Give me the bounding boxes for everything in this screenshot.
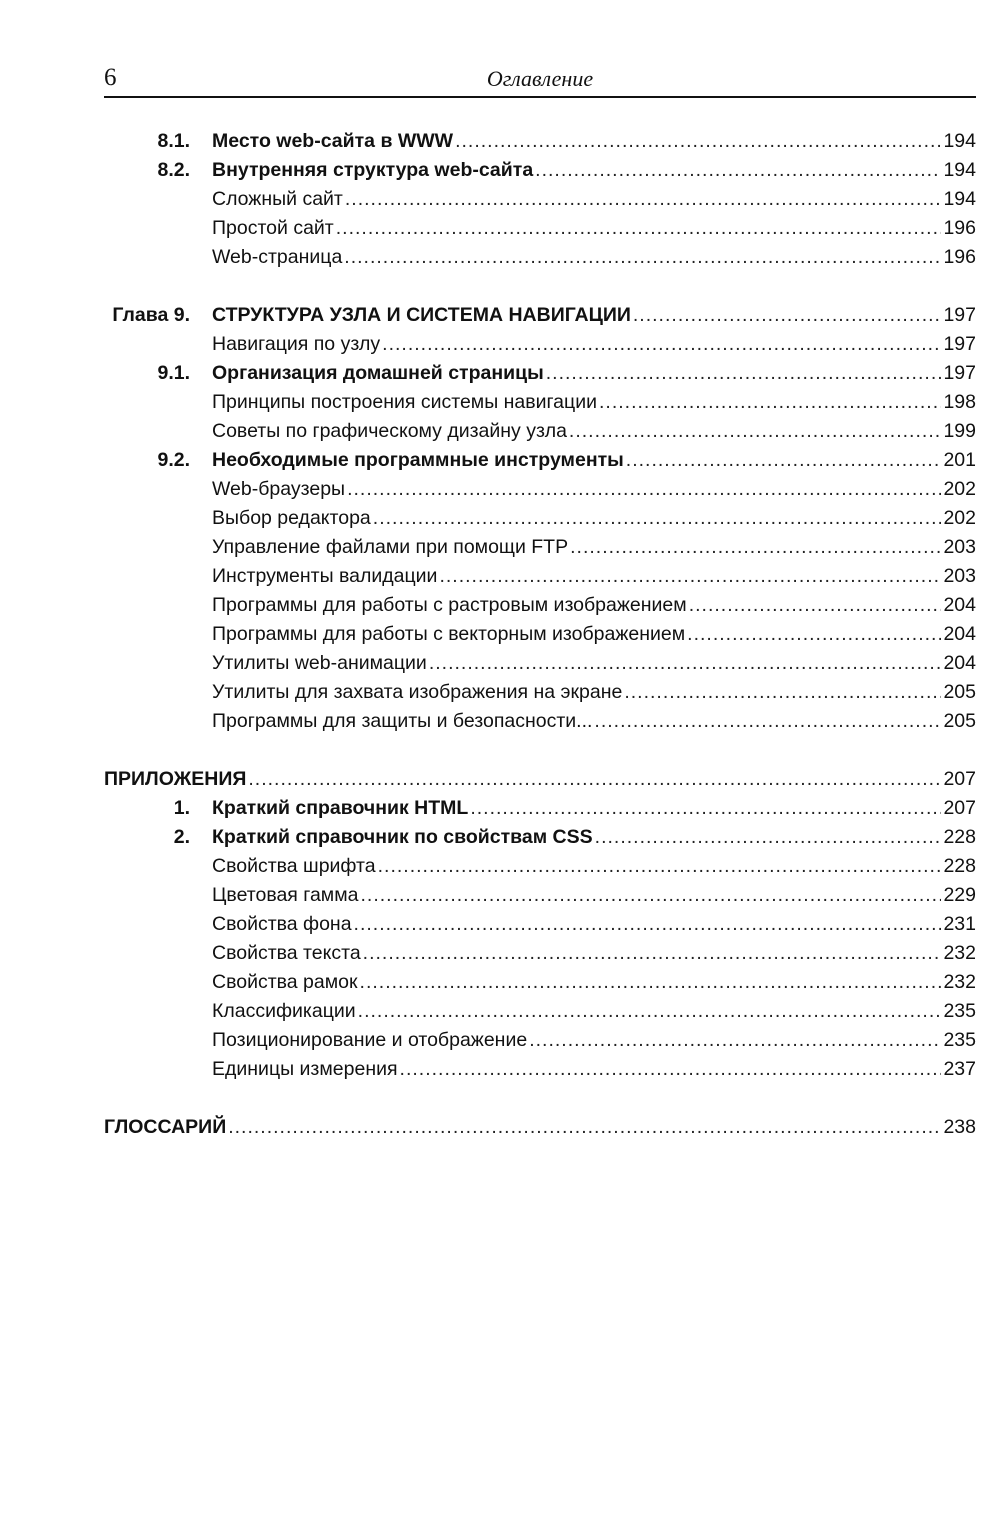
toc-entry-line <box>104 1113 976 1142</box>
toc-entry-title: Внутренняя структура web-сайта <box>212 159 534 181</box>
toc-entry-title: Организация домашней страницы <box>212 362 544 384</box>
toc-entry-title: ПРИЛОЖЕНИЯ <box>104 768 247 790</box>
toc-entry-line <box>212 388 976 417</box>
toc-entry-page: 237 <box>943 1058 976 1080</box>
toc-entry-line <box>212 968 976 997</box>
toc-entry-page: 201 <box>943 449 976 471</box>
toc-entry-page: 202 <box>943 478 976 500</box>
toc-entry-page: 235 <box>943 1029 976 1051</box>
toc-entry <box>104 446 976 475</box>
toc-entry-title: Web-страница <box>212 246 343 268</box>
toc-entry-page: 197 <box>943 362 976 384</box>
toc-entry-title: Свойства рамок <box>212 971 358 993</box>
toc-entry-title: Место web-сайта в WWW <box>212 130 454 152</box>
toc-entry-page: 203 <box>943 565 976 587</box>
toc-entry <box>104 678 976 707</box>
dot-leader <box>687 620 941 649</box>
toc-entry-page: 194 <box>943 188 976 210</box>
toc-entry <box>104 881 976 910</box>
toc-entry <box>104 127 976 156</box>
toc-entry-title: Программы для работы с векторным изображением <box>212 623 686 645</box>
dot-leader <box>529 1026 941 1055</box>
toc-entry-title: Утилиты для захвата изображения на экране <box>212 681 623 703</box>
toc-entry-page: 228 <box>943 855 976 877</box>
toc-entry-line <box>212 678 976 707</box>
toc-entry-title: Простой сайт <box>212 217 334 239</box>
toc-entry-title: Краткий справочник HTML <box>212 797 469 819</box>
toc-entry <box>104 765 976 794</box>
dot-leader <box>336 214 942 243</box>
toc-entry <box>104 562 976 591</box>
toc-entry-number: 8.2. <box>157 159 190 181</box>
toc-entry-page: 204 <box>943 594 976 616</box>
toc-entry-page: 197 <box>943 304 976 326</box>
toc-entry <box>104 649 976 678</box>
toc-entry <box>104 504 976 533</box>
dot-leader <box>373 504 942 533</box>
dot-leader <box>360 968 942 997</box>
toc-entry-title: Выбор редактора <box>212 507 371 529</box>
toc-entry-line <box>212 823 976 852</box>
toc-entry-line <box>212 156 976 185</box>
dot-leader <box>546 359 942 388</box>
toc-entry-page: 207 <box>943 768 976 790</box>
toc-entry-number: Глава 9. <box>112 304 190 326</box>
toc-entry-page: 202 <box>943 507 976 529</box>
toc-entry-title: Свойства шрифта <box>212 855 376 877</box>
toc-entry <box>104 301 976 330</box>
toc-entry-page: 203 <box>943 536 976 558</box>
toc-entry <box>104 156 976 185</box>
toc-entry-title: Советы по графическому дизайну узла <box>212 420 567 442</box>
toc-entry-line <box>212 417 976 446</box>
toc-entry <box>104 968 976 997</box>
toc-entry <box>104 185 976 214</box>
toc-entry-page: 229 <box>943 884 976 906</box>
toc-entry-page: 232 <box>943 971 976 993</box>
dot-leader <box>470 794 941 823</box>
page-header <box>104 62 976 98</box>
toc-entry <box>104 823 976 852</box>
dot-leader <box>345 185 942 214</box>
toc-entry-title: Краткий справочник по свойствам CSS <box>212 826 593 848</box>
toc-entry <box>104 417 976 446</box>
toc-entry-number: 8.1. <box>157 130 190 152</box>
toc-entry-line <box>212 649 976 678</box>
dot-leader <box>626 446 942 475</box>
toc-entry-line <box>212 1026 976 1055</box>
dot-leader <box>382 330 941 359</box>
toc-entry-line <box>212 359 976 388</box>
toc-entry-title: Навигация по узлу <box>212 333 381 355</box>
toc-entry-title: Свойства текста <box>212 942 361 964</box>
toc-entry-page: 231 <box>943 913 976 935</box>
toc-entry-page: 228 <box>943 826 976 848</box>
toc-entry <box>104 214 976 243</box>
toc-entry-line <box>212 939 976 968</box>
toc-entry-line <box>212 910 976 939</box>
toc-entry-title: Классификации <box>212 1000 356 1022</box>
toc-entry <box>104 475 976 504</box>
toc-entry-line <box>212 794 976 823</box>
toc-entry-line <box>212 562 976 591</box>
toc-entry-line <box>212 1055 976 1084</box>
toc-entry-page: 205 <box>943 710 976 732</box>
toc-entry-line <box>212 533 976 562</box>
toc-entry <box>104 388 976 417</box>
toc-entry-title: Принципы построения системы навигации <box>212 391 597 413</box>
toc-entry <box>104 1113 976 1142</box>
running-title: Оглавление <box>486 66 594 91</box>
dot-leader <box>570 533 941 562</box>
toc-entry-line <box>212 475 976 504</box>
toc-entry <box>104 707 976 736</box>
toc-entry <box>104 939 976 968</box>
toc-entry-title: Свойства фона <box>212 913 352 935</box>
toc-entry-number: 2. <box>173 826 190 848</box>
dot-leader <box>228 1113 941 1142</box>
dot-leader <box>595 823 942 852</box>
toc-entry-line <box>212 243 976 272</box>
toc-entry-line <box>212 997 976 1026</box>
toc-entry-page: 198 <box>943 391 976 413</box>
toc-entry <box>104 794 976 823</box>
toc-entry-line <box>212 881 976 910</box>
toc-entry <box>104 620 976 649</box>
table-of-contents <box>104 127 976 1142</box>
toc-entry-page: 196 <box>943 246 976 268</box>
toc-entry-line <box>212 330 976 359</box>
dot-leader <box>344 243 941 272</box>
toc-entry-number: 9.2. <box>157 449 190 471</box>
toc-entry-line <box>212 301 976 330</box>
dot-leader <box>354 910 942 939</box>
dot-leader <box>689 591 942 620</box>
toc-entry-title: Программы для защиты и безопасности... <box>212 710 593 732</box>
toc-entry <box>104 591 976 620</box>
toc-entry-title: Программы для работы с растровым изображением <box>212 594 687 616</box>
toc-entry-line <box>212 185 976 214</box>
dot-leader <box>360 881 941 910</box>
toc-entry-line <box>104 765 976 794</box>
toc-entry-line <box>212 504 976 533</box>
toc-entry-page: 204 <box>943 652 976 674</box>
toc-entry-title: Необходимые программные инструменты <box>212 449 624 471</box>
dot-leader <box>624 678 941 707</box>
toc-entry-line <box>212 446 976 475</box>
dot-leader <box>455 127 941 156</box>
toc-entry <box>104 1026 976 1055</box>
dot-leader <box>594 707 941 736</box>
toc-entry <box>104 243 976 272</box>
toc-entry-line <box>212 591 976 620</box>
dot-leader <box>378 852 942 881</box>
toc-entry <box>104 997 976 1026</box>
dot-leader <box>429 649 942 678</box>
toc-entry-page: 196 <box>943 217 976 239</box>
dot-leader <box>439 562 941 591</box>
toc-entry-line <box>212 852 976 881</box>
toc-entry-title: СТРУКТУРА УЗЛА И СИСТЕМА НАВИГАЦИИ <box>212 304 631 326</box>
toc-entry-title: Утилиты web-анимации <box>212 652 427 674</box>
toc-entry-title: Позиционирование и отображение <box>212 1029 528 1051</box>
dot-leader <box>569 417 942 446</box>
toc-entry <box>104 1055 976 1084</box>
toc-entry-title: Инструменты валидации <box>212 565 438 587</box>
toc-entry-page: 235 <box>943 1000 976 1022</box>
toc-entry-title: Web-браузеры <box>212 478 346 500</box>
page-number: 6 <box>104 64 117 91</box>
toc-entry-title: Управление файлами при помощи FTP <box>212 536 569 558</box>
toc-entry <box>104 852 976 881</box>
dot-leader <box>535 156 941 185</box>
toc-entry-page: 197 <box>943 333 976 355</box>
toc-entry-page: 232 <box>943 942 976 964</box>
toc-entry <box>104 359 976 388</box>
toc-entry-title: Цветовая гамма <box>212 884 359 906</box>
dot-leader <box>248 765 941 794</box>
toc-entry-page: 207 <box>943 797 976 819</box>
dot-leader <box>358 997 942 1026</box>
dot-leader <box>400 1055 942 1084</box>
toc-entry-title: ГЛОССАРИЙ <box>104 1116 227 1138</box>
dot-leader <box>363 939 942 968</box>
toc-entry-line <box>212 127 976 156</box>
toc-entry-number: 9.1. <box>157 362 190 384</box>
toc-entry-page: 194 <box>943 159 976 181</box>
toc-entry-number: 1. <box>173 797 190 819</box>
toc-entry <box>104 533 976 562</box>
dot-leader <box>633 301 942 330</box>
toc-entry-page: 238 <box>943 1116 976 1138</box>
dot-leader <box>347 475 941 504</box>
toc-entry-line <box>212 707 976 736</box>
toc-entry-line <box>212 214 976 243</box>
toc-entry-title: Единицы измерения <box>212 1058 398 1080</box>
dot-leader <box>599 388 941 417</box>
toc-entry-page: 199 <box>943 420 976 442</box>
toc-entry-page: 204 <box>943 623 976 645</box>
toc-entry <box>104 330 976 359</box>
toc-entry <box>104 910 976 939</box>
toc-entry-page: 194 <box>943 130 976 152</box>
toc-entry-line <box>212 620 976 649</box>
toc-entry-title: Сложный сайт <box>212 188 343 210</box>
toc-entry-page: 205 <box>943 681 976 703</box>
